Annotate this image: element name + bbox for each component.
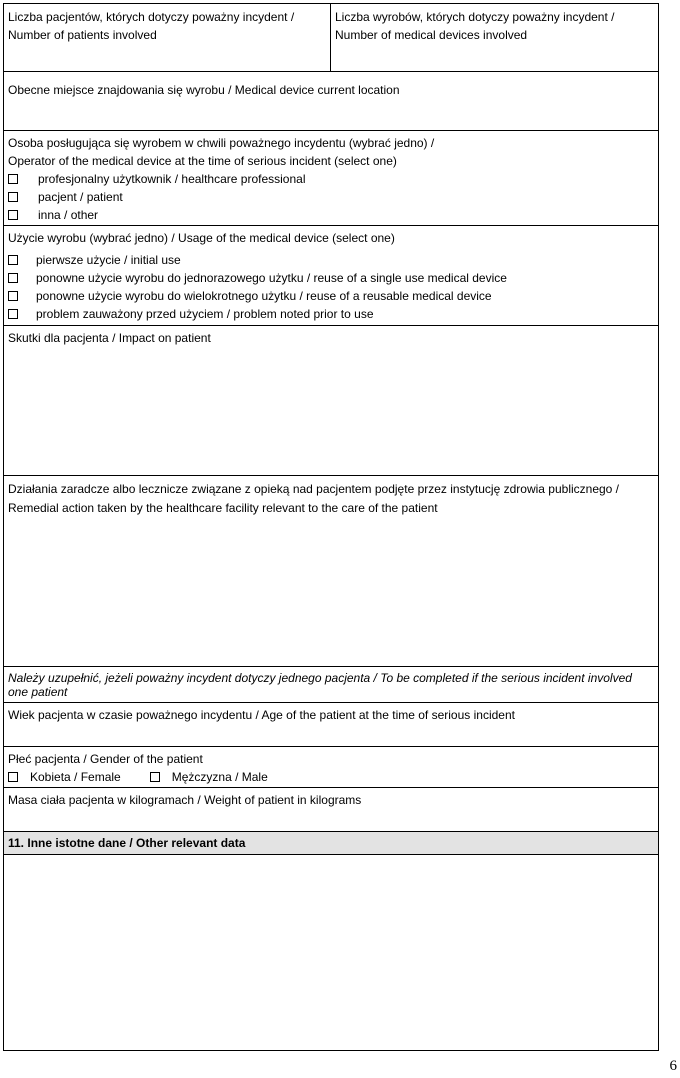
usage-section: [4, 226, 658, 326]
device-location-label: Obecne miejsce znajdowania się wyrobu / Medical device current location: [8, 83, 400, 97]
gender-options: [8, 768, 654, 786]
incident-report-form: [3, 3, 659, 1051]
option-label: ponowne użycie wyrobu do jednorazowego użytku / reuse of a single use medical device: [36, 271, 507, 285]
usage-option-reuse-single[interactable]: [8, 269, 654, 287]
section-11-title: 11. Inne istotne dane / Other relevant data: [8, 836, 246, 850]
usage-option-reuse-reusable[interactable]: [8, 287, 654, 305]
other-relevant-data-field[interactable]: [4, 855, 658, 1050]
checkbox[interactable]: [8, 273, 18, 283]
checkbox[interactable]: [8, 291, 18, 301]
checkbox[interactable]: [8, 309, 18, 319]
checkbox-female[interactable]: [8, 772, 18, 782]
gender-female-label: Kobieta / Female: [30, 770, 121, 784]
option-label: profesjonalny użytkownik / healthcare professional: [38, 172, 306, 186]
checkbox[interactable]: [8, 174, 18, 184]
operator-section: [4, 131, 658, 226]
devices-count-field[interactable]: [331, 4, 658, 71]
operator-option-other[interactable]: [8, 206, 654, 224]
counts-row: [4, 4, 658, 72]
operator-label-pl: Osoba posługująca się wyrobem w chwili poważnego incydentu (wybrać jedno) /: [8, 136, 435, 150]
patients-count-label-pl: Liczba pacjentów, których dotyczy poważny incydent /: [8, 10, 295, 24]
usage-label: Użycie wyrobu (wybrać jedno) / Usage of the medical device (select one): [8, 231, 395, 245]
single-patient-note: Należy uzupełnić, jeżeli poważny incydent dotyczy jednego pacjenta / To be completed if the serious incident involved one patient: [8, 671, 632, 699]
devices-count-label-en: Number of medical devices involved: [335, 28, 528, 42]
operator-option-professional[interactable]: [8, 170, 654, 188]
patient-weight-field[interactable]: [4, 788, 658, 832]
patients-count-label-en: Number of patients involved: [8, 28, 157, 42]
option-label: problem zauważony przed użyciem / problem noted prior to use: [36, 307, 374, 321]
checkbox-male[interactable]: [150, 772, 160, 782]
remedial-action-field[interactable]: [4, 476, 658, 667]
device-location-field[interactable]: [4, 72, 658, 131]
checkbox[interactable]: [8, 192, 18, 202]
gender-section: [4, 747, 658, 788]
patients-count-field[interactable]: [4, 4, 331, 71]
devices-count-label-pl: Liczba wyrobów, których dotyczy poważny incydent /: [335, 10, 615, 24]
checkbox[interactable]: [8, 255, 18, 265]
option-label: inna / other: [38, 208, 99, 222]
option-label: ponowne użycie wyrobu do wielokrotnego użytku / reuse of a reusable medical device: [36, 289, 492, 303]
gender-label: Płeć pacjenta / Gender of the patient: [8, 752, 203, 766]
single-patient-note-row: [4, 667, 658, 703]
impact-label: Skutki dla pacjenta / Impact on patient: [8, 331, 211, 345]
gender-male-label: Mężczyzna / Male: [171, 770, 268, 784]
remedial-label-en: Remedial action taken by the healthcare facility relevant to the care of the patient: [8, 501, 438, 515]
usage-option-prior-problem[interactable]: [8, 305, 654, 323]
option-label: pierwsze użycie / initial use: [36, 253, 181, 267]
remedial-label-pl: Działania zaradcze albo lecznicze związane z opieką nad pacjentem podjęte przez instytucję zdrowia publicznego /: [8, 482, 620, 496]
page-number: 6: [669, 1058, 677, 1074]
usage-option-initial[interactable]: [8, 251, 654, 269]
checkbox[interactable]: [8, 210, 18, 220]
impact-field[interactable]: [4, 326, 658, 476]
section-11-header: [4, 832, 658, 855]
patient-weight-label: Masa ciała pacjenta w kilogramach / Weight of patient in kilograms: [8, 793, 362, 807]
patient-age-label: Wiek pacjenta w czasie poważnego incydentu / Age of the patient at the time of serious incident: [8, 708, 515, 722]
operator-option-patient[interactable]: [8, 188, 654, 206]
option-label: pacjent / patient: [38, 190, 123, 204]
patient-age-field[interactable]: [4, 703, 658, 747]
operator-label-en: Operator of the medical device at the time of serious incident (select one): [8, 154, 397, 168]
